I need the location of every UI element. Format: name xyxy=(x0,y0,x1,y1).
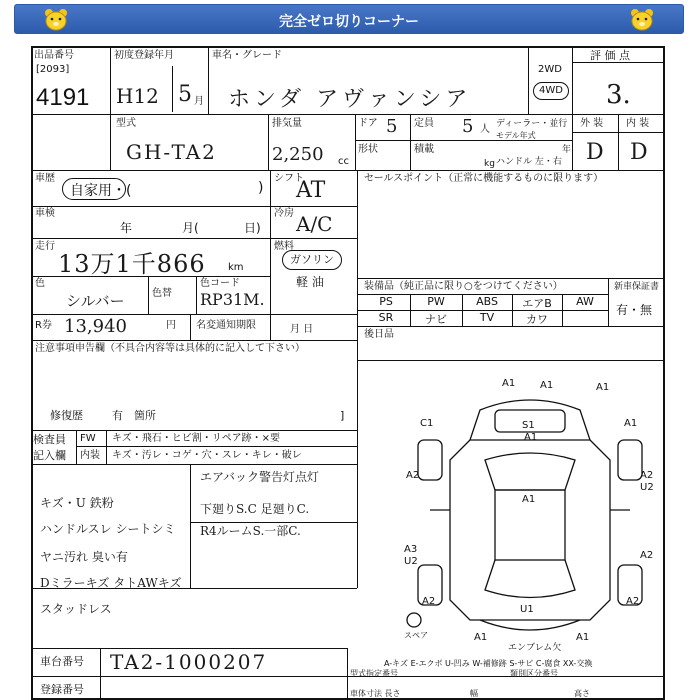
damage-mark: A2 xyxy=(422,596,436,607)
inspector-note-2: R4ルームS.一部C. xyxy=(200,524,301,538)
color-change-label: 色替 xyxy=(152,288,172,299)
damage-legend: A-キズ E-エクボ U-凹み W-補修跡 S-サビ C-腐食 XX-交換 xyxy=(384,659,593,668)
damage-mark: A1 xyxy=(624,418,638,429)
interior-check-label: 内装 xyxy=(80,450,100,461)
fuel-diesel: 軽 油 xyxy=(296,275,324,289)
damage-mark: A3 xyxy=(404,544,418,555)
color-label: 色 xyxy=(35,278,45,289)
shape-label: 形状 xyxy=(358,144,378,155)
damage-mark: A1 xyxy=(524,432,538,443)
lot-sub: [2093] xyxy=(36,64,70,75)
recycle-label: R券 xyxy=(35,320,52,331)
model-value: GH-TA2 xyxy=(126,140,217,164)
drive-4wd: 4WD xyxy=(533,82,569,100)
inspection-month: 月( xyxy=(182,221,199,235)
repair-location-label: 箇所 xyxy=(134,409,156,422)
yen-unit: 円 xyxy=(166,320,176,331)
fw-items: キズ・飛石・ヒビ割・リペア跡・×要 xyxy=(112,433,280,444)
model-year-label: モデル年式 xyxy=(496,131,536,140)
color-code-label: 色コード xyxy=(200,278,240,289)
chassis-value: TA2-1000207 xyxy=(110,650,268,674)
score-value: 3. xyxy=(606,80,631,110)
model-label: 型式 xyxy=(116,118,136,129)
equip-navi: ナビ xyxy=(425,313,447,326)
doors-label: ドア xyxy=(358,118,378,129)
equip-ps: PS xyxy=(379,295,393,308)
body-width-label: 幅 xyxy=(470,689,478,698)
damage-mark: A2 xyxy=(640,470,654,481)
recycle-value: 13,940 xyxy=(64,316,127,337)
mileage-label: 走行 xyxy=(35,241,55,252)
inspection-day: 日) xyxy=(244,221,261,235)
left-note-3: ヤニ汚れ 臭い有 xyxy=(40,550,128,564)
history-label: 車歴 xyxy=(35,173,55,184)
car-name: ホンダ アヴァンシア xyxy=(228,87,472,112)
reg-year: H12 xyxy=(116,84,159,108)
exterior-grade: D xyxy=(586,140,604,165)
repair-close: ] xyxy=(340,409,345,422)
damage-mark: U2 xyxy=(640,482,654,493)
chassis-label: 車台番号 xyxy=(40,655,84,668)
body-length-label: 車体寸法 長さ xyxy=(350,689,401,698)
damage-mark: A1 xyxy=(522,494,536,505)
load-label: 積載 xyxy=(414,144,434,155)
drive-2wd: 2WD xyxy=(538,64,562,75)
score-label: 評 価 点 xyxy=(590,49,630,62)
after-items-label: 後日品 xyxy=(364,329,394,340)
reg-month: 5 xyxy=(178,82,192,107)
left-note-1: キズ・U 鉄粉 xyxy=(40,496,114,510)
lot-number: 4191 xyxy=(36,84,90,111)
capacity-label: 定員 xyxy=(414,118,434,129)
doors-value: 5 xyxy=(386,116,398,137)
airbag-warning-note: エアバック警告灯点灯 xyxy=(200,470,320,484)
banner-title: 完全ゼロ切りコーナー xyxy=(279,14,419,30)
name-change-period: 月 日 xyxy=(290,324,314,335)
damage-mark: A2 xyxy=(406,470,420,481)
damage-mark: A2 xyxy=(626,596,640,607)
inspector-label-2: 記入欄 xyxy=(33,449,66,462)
equip-abs: ABS xyxy=(476,295,498,308)
name-change-label: 名変通知期限 xyxy=(196,320,256,331)
capacity-value: 5 xyxy=(462,116,474,137)
kg-unit: kg xyxy=(484,159,495,169)
equip-aw: AW xyxy=(576,295,594,308)
sales-point-label: セールスポイント（正常に機能するものに限ります） xyxy=(364,173,604,184)
inspector-label-1: 検査員 xyxy=(33,433,66,446)
cert-number-label: 型式指定番号 xyxy=(350,669,398,678)
damage-mark: A2 xyxy=(640,550,654,561)
displacement-value: 2,250 xyxy=(272,144,324,165)
spare-tire-note: スペア xyxy=(404,631,428,640)
damage-mark: A1 xyxy=(502,378,516,389)
year-suffix: 年 xyxy=(562,145,572,155)
name-label: 車名・グレード xyxy=(212,50,282,61)
inspector-note-1: 下廻りS.C 足廻りC. xyxy=(200,502,310,516)
class-number-label: 類別区分番号 xyxy=(510,669,558,678)
handle-label: ハンドル 左・右 xyxy=(496,157,562,167)
lot-label: 出品番号 xyxy=(34,50,74,61)
equip-leather: カワ xyxy=(526,313,548,326)
equip-airbag: エアB xyxy=(522,297,552,310)
displacement-label: 排気量 xyxy=(272,118,302,129)
registration-label: 登録番号 xyxy=(40,683,84,696)
damage-mark: A1 xyxy=(474,632,488,643)
bear-mascot-icon xyxy=(629,8,655,32)
body-height-label: 高さ xyxy=(574,689,590,698)
left-note-2: ハンドルスレ シートシミ xyxy=(40,522,176,536)
damage-mark: A1 xyxy=(576,632,590,643)
reg-label: 初度登録年月 xyxy=(114,50,174,61)
ac-label: 冷房 xyxy=(274,208,294,219)
interior-items: キズ・汚レ・コゲ・穴・スレ・キレ・破レ xyxy=(112,450,302,461)
shift-label: シフト xyxy=(274,173,304,184)
banner xyxy=(14,4,684,34)
equip-sr: SR xyxy=(378,311,394,324)
fuel-gasoline: ガソリン xyxy=(282,250,342,270)
mileage-value: 13万1千866 xyxy=(58,250,206,278)
damage-mark: U1 xyxy=(520,604,534,615)
exterior-label: 外 装 xyxy=(580,118,604,129)
history-close: ) xyxy=(258,180,264,196)
damage-mark: C1 xyxy=(420,418,434,429)
fw-label: FW xyxy=(80,433,96,444)
equipment-label: 装備品（純正品に限り○をつけてください） xyxy=(364,281,563,292)
damage-mark: U2 xyxy=(404,556,418,567)
repair-value: 有 xyxy=(112,409,123,422)
damage-mark: A1 xyxy=(596,382,610,393)
equip-tv: TV xyxy=(479,311,495,324)
fuel-label: 燃料 xyxy=(274,241,294,252)
repair-label: 修復歴 xyxy=(50,409,83,422)
inspection-label: 車検 xyxy=(35,208,55,219)
dealer-label: ディーラー・並行 xyxy=(496,119,568,129)
color-code-value: RP31M. xyxy=(200,290,265,309)
left-note-4: Dミラーキズ タトAWキズ xyxy=(40,576,182,590)
km-unit: km xyxy=(228,262,244,273)
person-unit: 人 xyxy=(480,124,490,135)
history-value: 自家用・( xyxy=(70,183,132,199)
interior-label: 内 装 xyxy=(626,118,650,129)
equip-pw: PW xyxy=(427,295,445,308)
warranty-options: 有・無 xyxy=(616,303,653,317)
ac-value: A/C xyxy=(296,212,333,236)
cc-unit: cc xyxy=(338,156,349,167)
interior-grade: D xyxy=(630,140,648,165)
shift-value: AT xyxy=(296,178,326,203)
inspection-year: 年 xyxy=(120,221,133,235)
color-value: シルバー xyxy=(66,292,125,310)
left-note-5: スタッドレス xyxy=(40,602,112,616)
month-unit: 月 xyxy=(194,96,204,107)
notes-label: 注意事項申告欄（不具合内容等は具体的に記入して下さい） xyxy=(35,343,305,354)
new-warranty-label: 新車保証書 xyxy=(614,282,660,292)
damage-mark: S1 xyxy=(522,420,535,431)
damage-mark: A1 xyxy=(540,380,554,391)
emblem-missing-note: エンブレム欠 xyxy=(508,643,562,653)
